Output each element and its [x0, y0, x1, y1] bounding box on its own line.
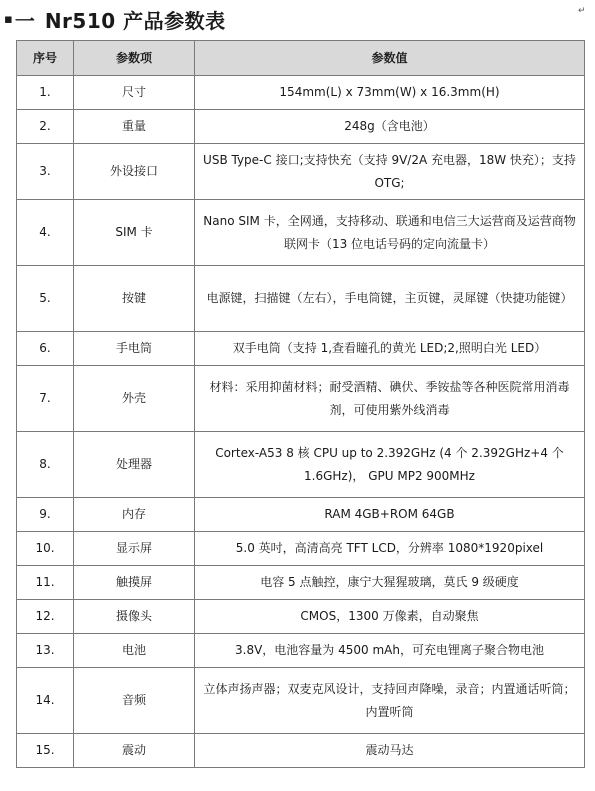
row-number-cell — [17, 600, 74, 634]
row-number-cell — [17, 532, 74, 566]
parameter-item-cell — [74, 600, 195, 634]
column-header-number: 序号 — [17, 41, 74, 76]
heading-chapter-number: 一 — [14, 8, 35, 33]
row-number-cell — [17, 76, 74, 110]
parameter-item-cell — [74, 634, 195, 668]
row-number-cell — [17, 734, 74, 768]
row-number-text: 10. — [35, 541, 55, 555]
table-body — [17, 76, 585, 768]
parameter-item-cell — [74, 366, 195, 432]
row-number-text: 13. — [35, 643, 55, 657]
heading-bullet: ▪ — [4, 11, 13, 27]
table-row — [17, 332, 585, 366]
parameter-item-cell — [74, 498, 195, 532]
row-number-text: 11. — [35, 575, 55, 589]
parameter-item-cell — [74, 432, 195, 498]
row-number-text: 15. — [35, 743, 55, 757]
parameter-item-text: 音频 — [121, 693, 146, 707]
parameter-item-text: 电池 — [121, 643, 146, 657]
row-number-text: 6. — [39, 341, 51, 355]
parameter-value-cell — [195, 634, 585, 668]
table-row — [17, 566, 585, 600]
parameter-item-text: 处理器 — [115, 457, 152, 471]
parameter-value-cell — [195, 332, 585, 366]
row-number-cell — [17, 200, 74, 266]
row-number-text: 1. — [39, 85, 51, 99]
parameter-item-text: 内存 — [121, 507, 146, 521]
row-number-cell — [17, 432, 74, 498]
paragraph-mark: ↵ — [578, 6, 586, 16]
table-row — [17, 734, 585, 768]
row-number-cell — [17, 668, 74, 734]
table-row — [17, 144, 585, 200]
row-number-cell — [17, 144, 74, 200]
parameter-item-cell — [74, 566, 195, 600]
table-header-row — [17, 41, 585, 76]
parameter-value-text: USB Type-C 接口;支持快充（支持 9V/2A 充电器，18W 快充）；支持 OTG; — [203, 152, 576, 190]
parameter-item-cell — [74, 200, 195, 266]
parameter-value-text: 154mm(L) x 73mm(W) x 16.3mm(H) — [279, 85, 500, 99]
row-number-cell — [17, 266, 74, 332]
row-number-text: 7. — [39, 391, 51, 405]
parameter-value-text: Cortex-A53 8 核 CPU up to 2.392GHz (4 个 2.392GHz+4 个 1.6GHz)， GPU MP2 900MHz — [215, 445, 564, 483]
parameter-item-text: 触摸屏 — [115, 575, 152, 589]
parameter-value-cell — [195, 532, 585, 566]
parameter-value-cell — [195, 200, 585, 266]
parameter-value-cell — [195, 110, 585, 144]
row-number-cell — [17, 366, 74, 432]
column-header-value: 参数值 — [195, 41, 585, 76]
parameter-item-cell — [74, 332, 195, 366]
parameter-item-text: 外设接口 — [109, 164, 158, 178]
table-row — [17, 200, 585, 266]
parameter-value-text: CMOS，1300 万像素，自动聚焦 — [300, 609, 479, 623]
parameter-item-text: 摄像头 — [115, 609, 152, 623]
parameter-item-text: 震动 — [121, 743, 146, 757]
parameter-item-cell — [74, 110, 195, 144]
parameter-value-cell — [195, 266, 585, 332]
parameter-item-cell — [74, 144, 195, 200]
document-title: Nr510 产品参数表 — [44, 8, 226, 33]
parameter-value-text: 电源键，扫描键（左右），手电筒键，主页键，灵犀键（快捷功能键） — [206, 291, 573, 305]
row-number-text: 8. — [39, 457, 51, 471]
row-number-cell — [17, 332, 74, 366]
parameter-item-cell — [74, 532, 195, 566]
parameter-value-text: 电容 5 点触控，康宁大猩猩玻璃，莫氏 9 级硬度 — [260, 575, 519, 589]
parameter-item-text: 外壳 — [121, 391, 146, 405]
row-number-text: 12. — [35, 609, 55, 623]
parameter-value-cell — [195, 144, 585, 200]
table-row — [17, 110, 585, 144]
parameter-value-cell — [195, 734, 585, 768]
table-row — [17, 498, 585, 532]
parameter-item-cell — [74, 668, 195, 734]
parameter-item-text: 尺寸 — [121, 85, 146, 99]
row-number-text: 4. — [39, 225, 51, 239]
parameter-value-text: 3.8V，电池容量为 4500 mAh，可充电锂离子聚合物电池 — [235, 643, 544, 657]
parameter-table — [16, 40, 585, 768]
parameter-value-text: Nano SIM 卡，全网通，支持移动、联通和电信三大运营商及运营商物联网卡（13 位电话号码的定向流量卡） — [203, 213, 576, 251]
parameter-value-cell — [195, 432, 585, 498]
table-row — [17, 668, 585, 734]
parameter-value-text: 双手电筒（支持 1,查看瞳孔的黄光 LED;2,照明白光 LED） — [232, 341, 547, 355]
parameter-value-text: RAM 4GB+ROM 64GB — [324, 507, 455, 521]
parameter-item-text: 显示屏 — [115, 541, 152, 555]
parameter-value-cell — [195, 668, 585, 734]
row-number-text: 9. — [39, 507, 51, 521]
parameter-item-cell — [74, 734, 195, 768]
parameter-item-text: SIM 卡 — [115, 225, 153, 239]
parameter-item-text: 手电筒 — [115, 341, 152, 355]
row-number-cell — [17, 110, 74, 144]
parameter-value-cell — [195, 600, 585, 634]
table-row — [17, 532, 585, 566]
document-heading — [4, 6, 226, 32]
row-number-text: 5. — [39, 291, 51, 305]
parameter-value-text: 震动马达 — [365, 743, 414, 757]
row-number-cell — [17, 634, 74, 668]
row-number-text: 2. — [39, 119, 51, 133]
table-row — [17, 366, 585, 432]
parameter-item-cell — [74, 266, 195, 332]
row-number-text: 3. — [39, 164, 51, 178]
column-header-item: 参数项 — [74, 41, 195, 76]
row-number-cell — [17, 566, 74, 600]
table-row — [17, 76, 585, 110]
parameter-value-text: 立体声扬声器；双麦克风设计，支持回声降噪，录音；内置通话听筒；内置听筒 — [203, 681, 576, 719]
parameter-value-text: 5.0 英吋，高清高亮 TFT LCD，分辨率 1080*1920pixel — [235, 541, 544, 555]
parameter-value-cell — [195, 498, 585, 532]
parameter-value-cell — [195, 566, 585, 600]
parameter-item-text: 重量 — [121, 119, 146, 133]
row-number-cell — [17, 498, 74, 532]
parameter-value-cell — [195, 366, 585, 432]
parameter-value-text: 248g（含电池） — [344, 119, 435, 133]
table-row — [17, 600, 585, 634]
table-row — [17, 432, 585, 498]
parameter-item-cell — [74, 76, 195, 110]
parameter-value-text: 材料：采用抑菌材料；耐受酒精、碘伏、季铵盐等各种医院常用消毒剂，可使用紫外线消毒 — [209, 379, 570, 417]
row-number-text: 14. — [35, 693, 55, 707]
table-row — [17, 634, 585, 668]
parameter-item-text: 按键 — [121, 291, 146, 305]
table-row — [17, 266, 585, 332]
parameter-value-cell — [195, 76, 585, 110]
